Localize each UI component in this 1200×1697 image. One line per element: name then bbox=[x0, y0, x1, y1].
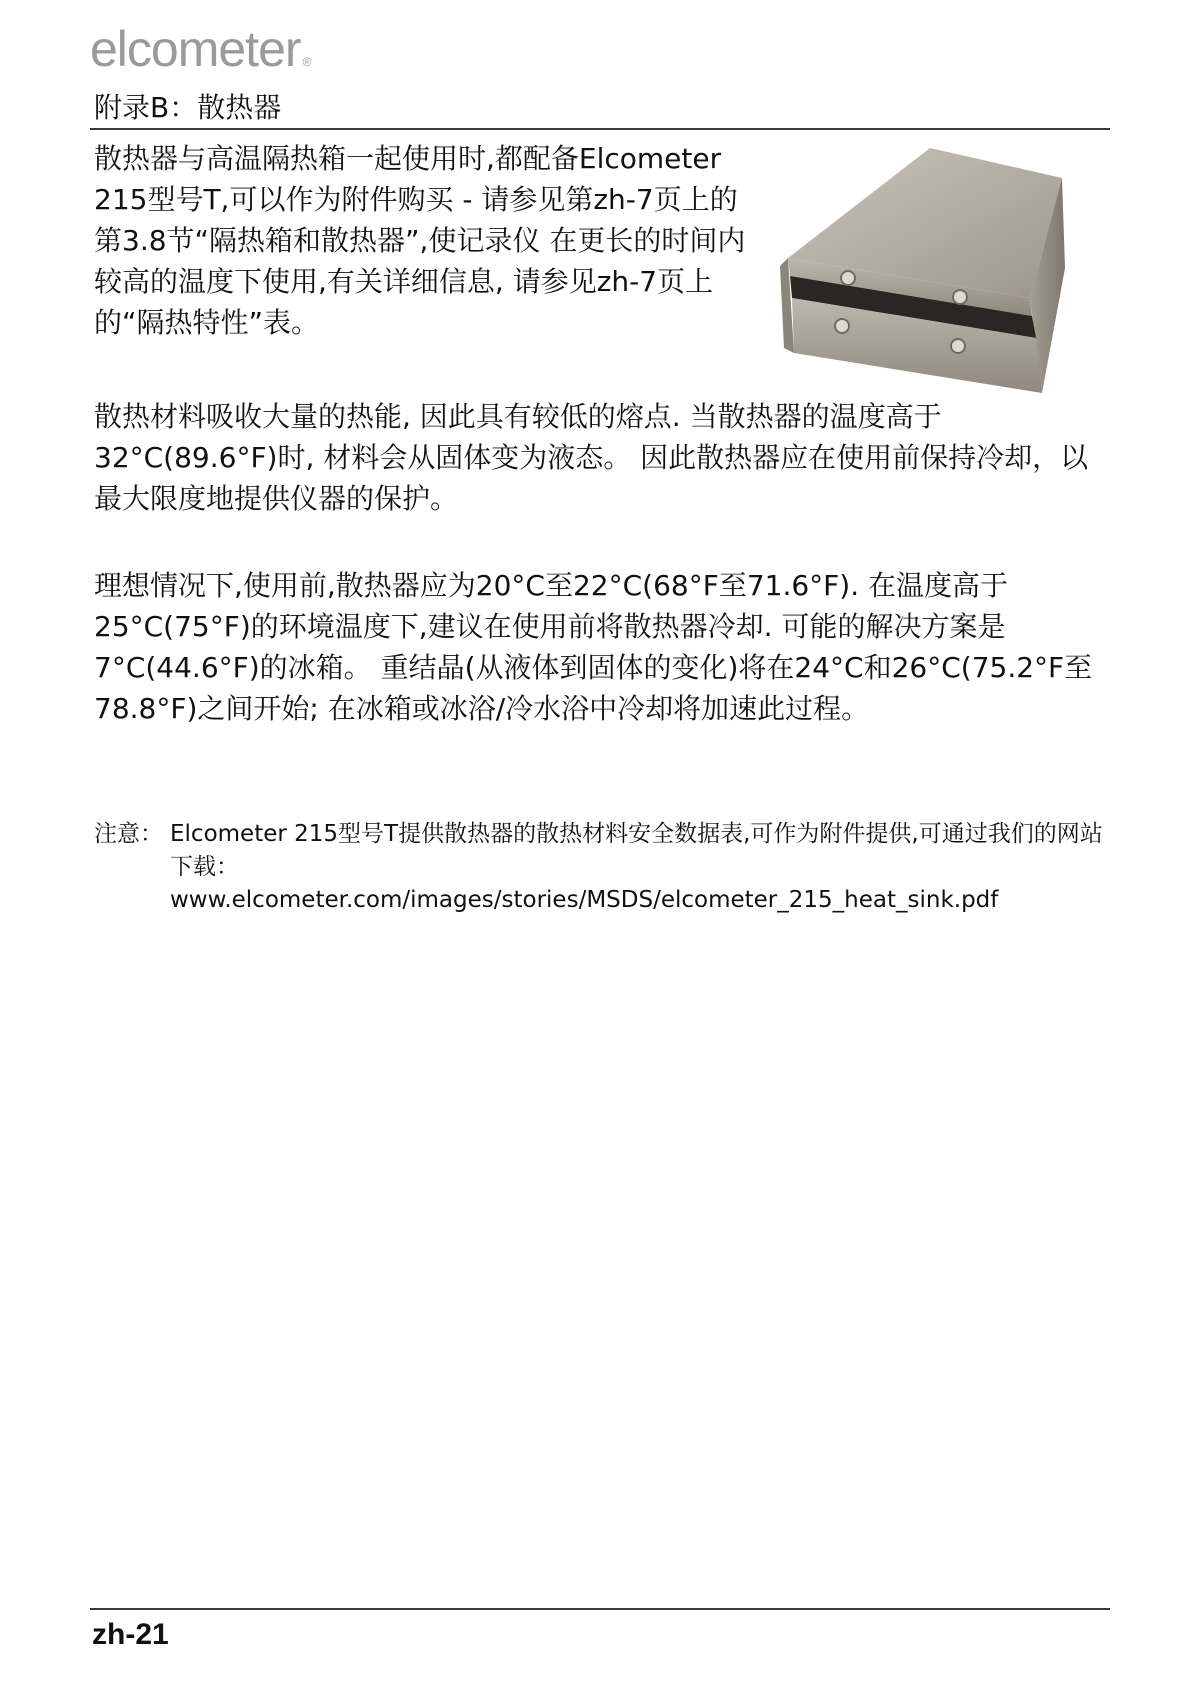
header-divider bbox=[90, 128, 1110, 130]
body-paragraph-cooling: 理想情况下,使用前,散热器应为20°C至22°C(68°F至71.6°F). 在温度高于25°C(75°F)的环境温度下,建议在使用前将散热器冷却. 可能的解决方案是7°C(44.6°F)的冰箱。 重结晶(从液体到固体的变化)将在24°C和26°C(75.2°F至78.8°F)之间开始; 在冰箱或冰浴/冷水浴中冷却将加速此过程。 bbox=[94, 569, 1093, 725]
body-paragraph-heat-absorption: 散热材料吸收大量的热能, 因此具有较低的熔点. 当散热器的温度高于32°C(89.6°F)时, 材料会从固体变为液态。 因此散热器应在使用前保持冷却，以最大限度地提供仪器的保护。 bbox=[94, 400, 1089, 515]
footer-divider bbox=[90, 1608, 1110, 1610]
registered-mark: ® bbox=[302, 55, 311, 69]
note-block bbox=[94, 818, 1114, 917]
heat-sink-photo bbox=[780, 148, 1065, 393]
logo-text: elcometer bbox=[90, 21, 301, 77]
page-number: zh-21 bbox=[92, 1618, 169, 1651]
note-text: Elcometer 215型号T提供散热器的散热材料安全数据表,可作为附件提供,可通过我们的网站下载： bbox=[170, 821, 1103, 880]
note-label: 注意： bbox=[94, 821, 163, 847]
elcometer-logo bbox=[90, 21, 311, 77]
section-title: 附录B：散热器 bbox=[94, 91, 282, 124]
msds-link[interactable]: www.elcometer.com/images/stories/MSDS/elcometer_215_heat_sink.pdf bbox=[170, 887, 999, 913]
intro-paragraph: 散热器与高温隔热箱一起使用时,都配备Elcometer 215型号T,可以作为附件购买 - 请参见第zh-7页上的第3.8节“隔热箱和散热器”,使记录仪 在更长的时间内较高的温度下使用,有关详细信息, 请参见zh-7页上的“隔热特性”表。 bbox=[94, 142, 746, 339]
